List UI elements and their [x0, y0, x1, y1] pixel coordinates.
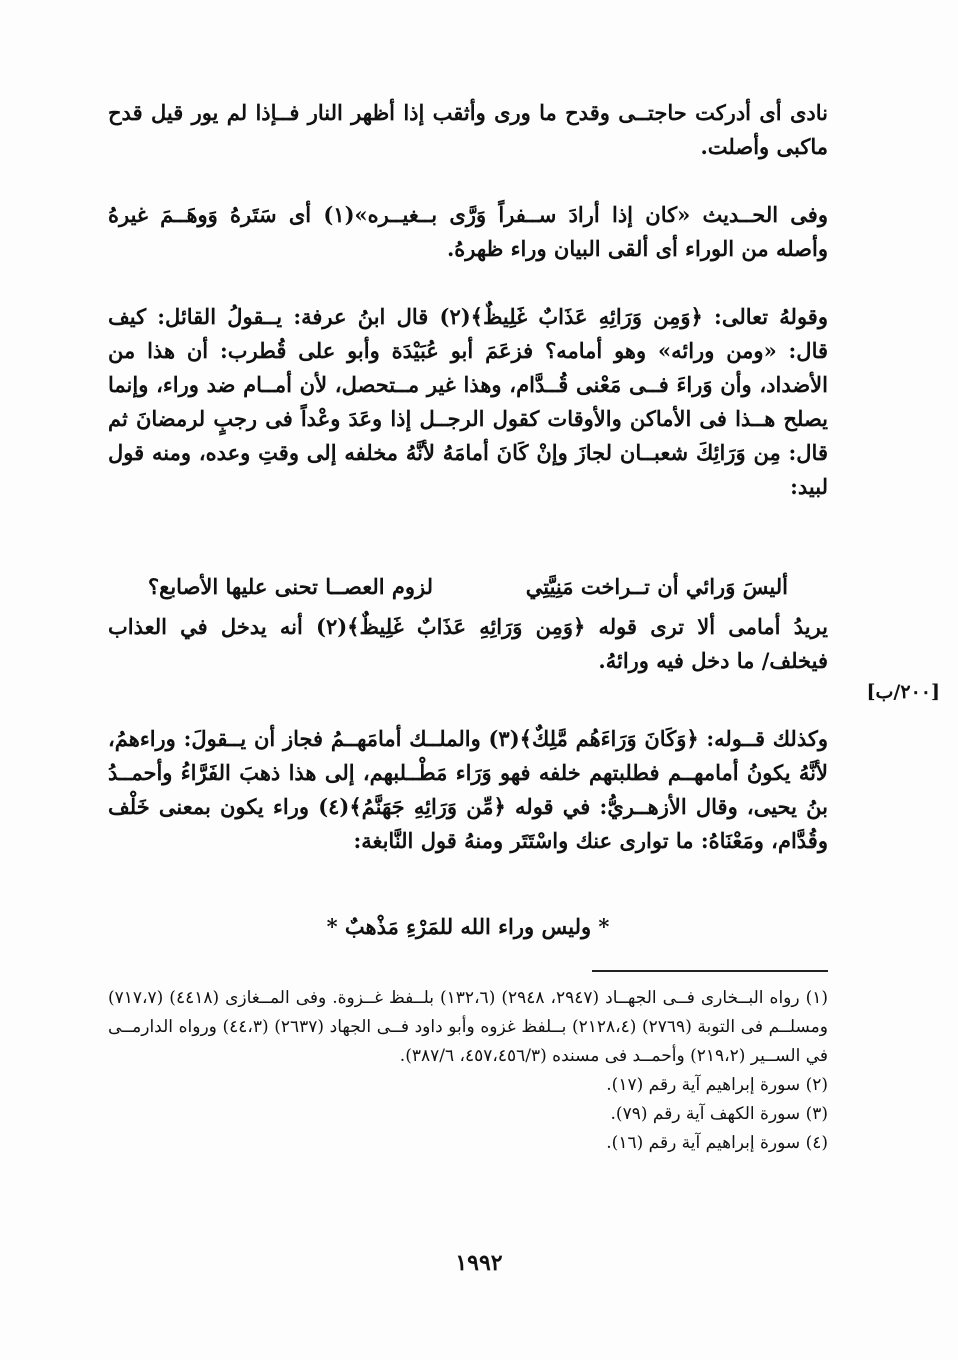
footnote-1: (١) رواه البــخارى فــى الجهــاد (٢٩٤٧، ٢٩٤٨) (١٣٢،٦) بلــفظ غــزوة. وفى المــغازى (٤٤١٨) (٧١٧،٧) ومسلــم فى التوبة (٢٧٦٩) (٢١٢٨،٤) بــلفظ غزوه وأبو داود فــى الجهاد (٢٦٣٧) (٤٤،٣) ورواه الدارمــى في الســير (٢١٩،٢) وأحمــد فى مسنده (٤٥٧،٤٥٦/٣، ٣٨٧/٦).	[108, 988, 829, 1066]
paragraph-1-text: نادى أى أدركت حاجتــى وقدح ما ورى وأثقب إذا أظهر النار فــإذا لم يور قيل قدح ماكبى وأصلت.	[108, 100, 828, 159]
poetry-verse-nabigha: * وليس وراء الله للمَرْءِ مَذْهبٌ *	[326, 914, 610, 939]
paragraph-3	[108, 300, 828, 514]
paragraph-1	[108, 96, 828, 174]
paragraph-5-text: وكذلك قــوله: ﴿وَكَانَ وَرَاءَهُم مَّلِكٌ﴾(٣) والملــك أمامَهــمُ فجاز أن يــقولَ: وراءهمُ، لأنَّهُ يكونُ أمامهــم فطلبتهم خلفه فهو وَرَاء مَطْــلبهم، إلى هذا ذهبَ الفَرَّاءُ وأحمــدُ بنُ يحيى، وقال الأزهــريُّ: في قوله ﴿مِّن وَرَائِهِ جَهَنَّمُ﴾(٤) وراء يكون بمعنى خَلْف وقُدَّام، ومَعْنَاهُ: ما توارى عنك واسْتَتَر ومنهُ قول النَّابغة:	[108, 726, 829, 853]
verse-second-hemistich: لزوم العصــا تحنى عليها الأصابع؟	[148, 574, 433, 599]
footnote-2: (٢) سورة إبراهيم آية رقم (١٧).	[606, 1075, 828, 1095]
footnote-separator	[592, 970, 828, 972]
paragraph-4	[108, 610, 828, 688]
paragraph-4-text: يريدُ أمامى ألا ترى قوله ﴿وَمِن وَرَائِهِ عَذَابٌ غَلِيظٌ﴾(٢) أنه يدخل في العذاب فيخلف/ ما دخل فيه ورائهُ.	[108, 614, 829, 673]
footnotes	[108, 984, 828, 1158]
verse-first-hemistich: أليسَ وَرائي أن تــراخت مَنِيَّتِي	[525, 574, 788, 599]
page-number: ١٩٩٢	[455, 1250, 503, 1276]
manuscript-margin-note: [٢٠٠/ب]	[866, 681, 940, 703]
paragraph-2-text: وفى الحــديث «كان إذا أرادَ ســفراً وَرَّى بــغيــره»(١) أى سَتَرهُ وَوهَــمَ غيرهُ وأصله من الوراء أى ألقى البيان وراء ظهرهُ.	[108, 202, 828, 261]
poetry-verse-labid	[108, 570, 828, 604]
paragraph-2	[108, 198, 828, 276]
paragraph-3-text: وقولهُ تعالى: ﴿وَمِن وَرَائِهِ عَذَابٌ غَلِيظٌ﴾(٢) قال ابنُ عرفة: يــقولُ القائل: كيف قال: «ومن ورائه» وهو أمامه؟ فزعَمَ أبو عُبَيْدَة وأبو على قُطرب: أن هذا من الأضداد، وأن وَراءَ فــى مَعْنى قُــدَّام، وهذا غير مــتحصل، لأن أمــام ضد وراء، وإنما يصلح هــذا فى الأماكن والأوقات كقول الرجــل إذا وعَدَ وعْداً فى رجبٍ لرمضانَ ثم قال: مِن وَرَائِكَ شعبــان لجازَ وإنْ كَانَ أمامَهُ لأنَّهُ مخلفه إلى وقتِ وعده، ومنه قول لبيد:	[108, 304, 828, 499]
footnote-3: (٣) سورة الكهف آية رقم (٧٩).	[610, 1104, 828, 1124]
footnote-4: (٤) سورة إبراهيم آية رقم (١٦).	[606, 1133, 828, 1153]
paragraph-5	[108, 722, 828, 868]
